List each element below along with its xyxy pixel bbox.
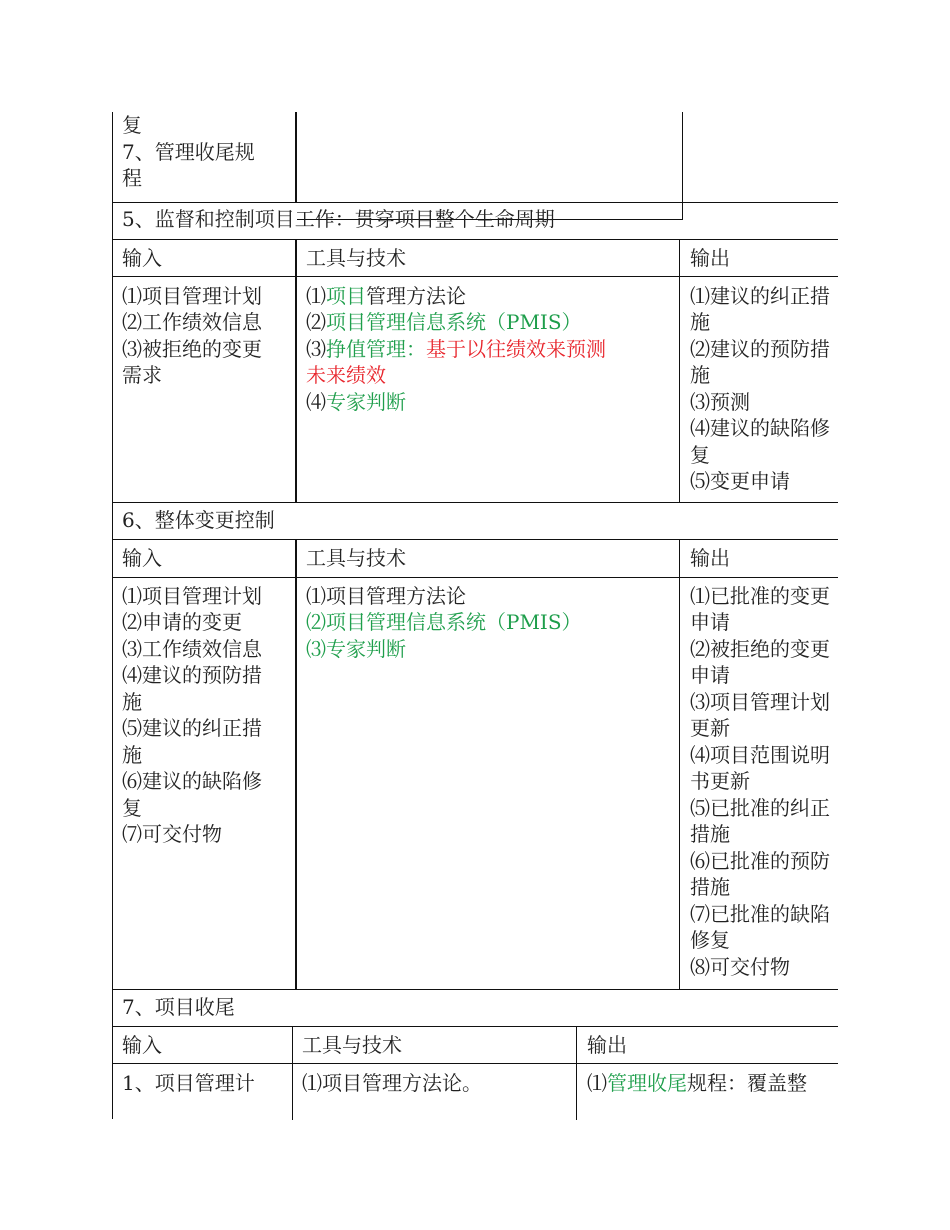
tool-prefix: ⑴ <box>306 284 326 308</box>
table-border <box>679 539 680 990</box>
tool-prefix: ⑷ <box>306 390 326 414</box>
tool-highlight: 专家判断 <box>326 390 406 414</box>
input-line: ⑺可交付物 <box>122 822 222 846</box>
table-border <box>112 276 838 277</box>
tool-line <box>306 362 386 389</box>
output-line: ⑷建议的缺陷修 <box>690 416 830 440</box>
output-line: ⑸已批准的纠正 <box>690 796 830 820</box>
section-title: 6、整体变更控制 <box>122 508 275 532</box>
tool-prefix: ⑵ <box>306 310 326 334</box>
header-tools: 工具与技术 <box>306 546 406 570</box>
tool-text: 项目管理方法论 <box>326 584 466 608</box>
table-border <box>112 112 113 202</box>
output-line: ⑷项目范围说明 <box>690 743 830 767</box>
output-line: ⑺已批准的缺陷 <box>690 902 830 926</box>
output-line <box>587 1070 807 1097</box>
table-border <box>112 1026 838 1027</box>
tool-highlight: 项目管理信息系统（PMIS） <box>326 310 582 334</box>
tool-line <box>306 583 466 610</box>
section-title: 5、监督和控制项目工作：贯穿项目整个生命周期 <box>122 207 555 231</box>
table-border <box>112 1063 838 1064</box>
header-tools: 工具与技术 <box>302 1033 402 1057</box>
table-border <box>112 577 838 578</box>
output-line: ⑵被拒绝的变更 <box>690 637 830 661</box>
output-line: 书更新 <box>690 769 750 793</box>
input-line: ⑹建议的缺陷修 <box>122 769 262 793</box>
table-border <box>112 539 838 540</box>
output-line: 施 <box>690 363 710 387</box>
output-text: 规程：覆盖整 <box>687 1071 807 1095</box>
section-title: 7、项目收尾 <box>122 995 235 1019</box>
input-line: 1、项目管理计 <box>122 1071 255 1095</box>
table-border <box>295 112 297 202</box>
table-border <box>112 989 113 1119</box>
output-line: 更新 <box>690 716 730 740</box>
tool-highlight: 挣值管理： <box>326 337 426 361</box>
tool-prefix: ⑶ <box>306 337 326 361</box>
table-border <box>576 1026 577 1120</box>
tool-line: ⑴项目管理方法论。 <box>302 1071 482 1095</box>
fragment-line: 复 <box>122 113 142 137</box>
output-prefix: ⑴ <box>587 1071 607 1095</box>
input-line: ⑸建议的纠正措 <box>122 716 262 740</box>
header-input: 输入 <box>122 1033 162 1057</box>
output-line: ⑵建议的预防措 <box>690 337 830 361</box>
output-highlight: 管理收尾 <box>607 1071 687 1095</box>
output-line: 复 <box>690 443 710 467</box>
output-line: ⑴已批准的变更 <box>690 584 830 608</box>
table-border <box>682 112 683 220</box>
output-line: 申请 <box>690 610 730 634</box>
input-line: ⑶工作绩效信息 <box>122 637 262 661</box>
table-border <box>679 239 680 503</box>
tool-line: ⑵项目管理信息系统（PMIS） <box>306 610 582 634</box>
table-border <box>112 202 113 990</box>
output-line: ⑸变更申请 <box>690 469 790 493</box>
table-border <box>112 989 838 990</box>
input-line: ⑵申请的变更 <box>122 610 242 634</box>
tool-line <box>306 309 582 336</box>
input-line: 施 <box>122 690 142 714</box>
header-output: 输出 <box>587 1033 627 1057</box>
output-line: 措施 <box>690 822 730 846</box>
header-input: 输入 <box>122 246 162 270</box>
output-line: 修复 <box>690 928 730 952</box>
tool-line: ⑶专家判断 <box>306 637 406 661</box>
tool-note: 基于以往绩效来预测 <box>426 337 606 361</box>
output-line: ⑴建议的纠正措 <box>690 284 830 308</box>
tool-line <box>306 283 466 310</box>
input-line: 施 <box>122 743 142 767</box>
header-output: 输出 <box>690 246 730 270</box>
tool-line <box>306 336 606 363</box>
input-line: ⑴项目管理计划 <box>122 284 262 308</box>
input-line: ⑴项目管理计划 <box>122 584 262 608</box>
input-line: ⑷建议的预防措 <box>122 663 262 687</box>
output-line: 措施 <box>690 875 730 899</box>
fragment-line: 程 <box>122 166 142 190</box>
table-border <box>112 239 838 240</box>
input-line: 需求 <box>122 363 162 387</box>
header-output: 输出 <box>690 546 730 570</box>
tool-note: 未来绩效 <box>306 363 386 387</box>
header-input: 输入 <box>122 546 162 570</box>
table-border <box>112 202 838 203</box>
output-line: ⑶预测 <box>690 390 750 414</box>
input-line: ⑶被拒绝的变更 <box>122 337 262 361</box>
output-line: ⑻可交付物 <box>690 955 790 979</box>
tool-text: 管理方法论 <box>366 284 466 308</box>
tool-prefix: ⑴ <box>306 584 326 608</box>
header-tools: 工具与技术 <box>306 246 406 270</box>
fragment-line: 7、管理收尾规 <box>122 140 255 164</box>
table-border <box>292 1026 293 1120</box>
output-line: 施 <box>690 310 710 334</box>
table-border <box>295 239 297 503</box>
tool-highlight: 项目 <box>326 284 366 308</box>
input-line: 复 <box>122 796 142 820</box>
output-line: ⑹已批准的预防 <box>690 849 830 873</box>
tool-line <box>306 389 406 416</box>
input-line: ⑵工作绩效信息 <box>122 310 262 334</box>
output-line: 申请 <box>690 663 730 687</box>
table-border <box>112 502 838 503</box>
output-line: ⑶项目管理计划 <box>690 690 830 714</box>
table-border <box>295 539 297 990</box>
